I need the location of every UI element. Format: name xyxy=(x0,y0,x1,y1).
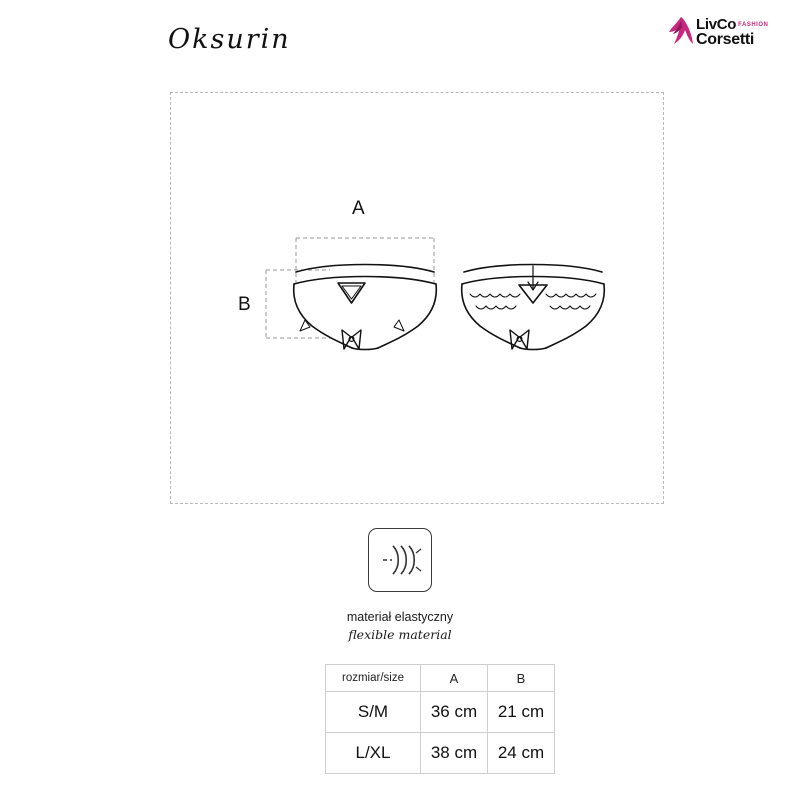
material-caption-pl: materiał elastyczny xyxy=(346,610,454,624)
row-value-b: 24 cm xyxy=(488,733,555,774)
material-caption-en: flexible material xyxy=(348,627,452,643)
row-value-b: 21 cm xyxy=(488,692,555,733)
elastic-material-glyph xyxy=(369,529,431,591)
elastic-material-icon xyxy=(368,528,432,592)
brand-name-livco: LivCo xyxy=(696,16,737,33)
measure-label-b: B xyxy=(238,294,251,315)
brand-logo xyxy=(668,14,776,56)
row-value-a: 38 cm xyxy=(421,733,488,774)
page-title: Oksurin xyxy=(168,24,291,55)
table-header-size: rozmiar/size xyxy=(326,665,421,692)
table-header-a: A xyxy=(421,665,488,692)
livco-butterfly-mark-icon xyxy=(668,16,694,50)
measure-label-a: A xyxy=(352,198,365,219)
table-header-row xyxy=(326,665,555,692)
brand-name-fashion: FASHION xyxy=(738,22,769,28)
size-table xyxy=(325,664,555,774)
table-row xyxy=(326,733,555,774)
row-size-label: S/M xyxy=(326,692,421,733)
table-header-b: B xyxy=(488,665,555,692)
material-info xyxy=(0,528,800,644)
row-value-a: 36 cm xyxy=(421,692,488,733)
brand-name-corsetti: Corsetti xyxy=(696,30,755,48)
table-row xyxy=(326,692,555,733)
row-size-label: L/XL xyxy=(326,733,421,774)
